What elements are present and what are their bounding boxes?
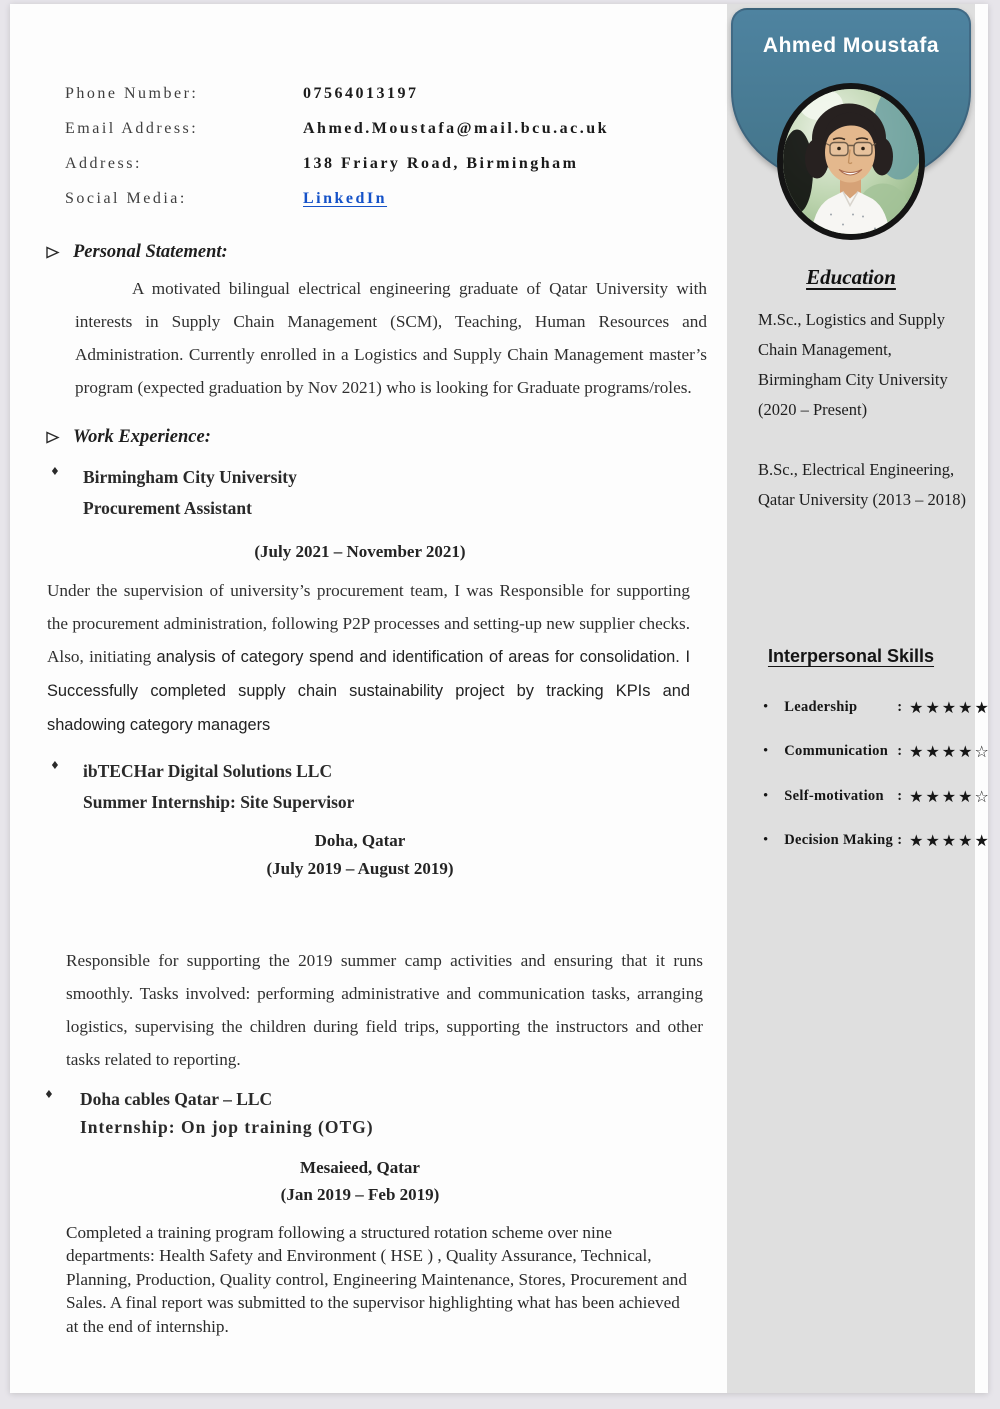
job-role: Internship: On jop training (OTG) [80,1117,374,1137]
social-media-label: Social Media: [65,190,187,207]
address-label: Address: [65,155,142,172]
portrait-photo [777,83,925,240]
phone-label: Phone Number: [65,85,199,102]
diamond-bullet-icon: ♦ [50,759,60,772]
job-dates: (Jan 2019 – Feb 2019) [280,1185,440,1204]
job-role: Summer Internship: Site Supervisor [83,792,355,812]
email-value: Ahmed.Moustafa@mail.bcu.ac.uk [303,120,610,137]
phone-value: 07564013197 [303,85,419,102]
contact-row-social [65,181,727,216]
job-location: Doha, Qatar [314,831,406,850]
personal-statement-title: Personal Statement: [73,242,228,262]
dot-bullet-icon: • [763,787,769,804]
skills-heading: Interpersonal Skills [767,646,935,666]
work-experience-heading [10,427,727,448]
skill-colon: : [897,787,903,804]
main-column [10,4,727,1338]
contact-section [10,4,727,216]
diamond-bullet-icon: ♦ [44,1088,54,1101]
company-name: ibTECHar Digital Solutions LLC [83,761,333,781]
skill-label: Decision Making [784,832,894,849]
education-item-bsc: B.Sc., Electrical Engineering, Qatar University (2013 – 2018) [758,460,967,509]
address-value: 138 Friary Road, Birmingham [303,155,579,172]
job-entry-ibtechar [10,756,727,818]
company-name: Doha cables Qatar – LLC [80,1089,273,1109]
dot-bullet-icon: • [763,698,769,715]
job-description-part-serif: Under the supervision of university’s procurement team, I was Responsible for supporting the procurement administration, following P2P processes and setting-up new supplier checks. Also, initiating [47,581,690,666]
skill-star-rating: ★★★★☆ [909,742,991,762]
job-description [47,574,690,742]
skill-colon: : [897,743,903,760]
skill-label: Communication [784,743,889,760]
diamond-bullet-icon: ♦ [50,465,60,478]
contact-row-email [65,111,727,146]
sidebar [727,4,991,1393]
email-label: Email Address: [65,120,199,137]
skills-list [727,685,991,863]
contact-row-phone [65,76,727,111]
skill-star-rating: ★★★★★ [909,831,991,851]
portrait-photo-illustration [783,89,919,234]
skill-row-self-motivation [727,774,991,819]
skill-row-communication [727,730,991,775]
education-heading: Education [806,265,896,289]
linkedin-link[interactable]: LinkedIn [303,190,388,207]
job-location: Mesaieed, Qatar [300,1158,420,1177]
job-description: Responsible for supporting the 2019 summer camp activities and ensuring that it runs smoothly. Tasks involved: performing administrative and communication tasks, arranging logistics, supervising the children during field trips, supporting the instructors and other tasks related to reporting. [66,951,703,1069]
dot-bullet-icon: • [763,743,769,760]
job-description-part-sans: analysis of category spend and identification of areas for consolidation. I Successfully completed supply chain sustainability project by tracking KPIs and shadowing category managers [47,648,691,734]
job-description: Completed a training program following a structured rotation scheme over nine departments: Health Safety and Environment ( HSE ) , Quality Assurance, Technical, Planning, Production, Quality control, Engineering Maintenance, Stores, Procurement and Sales. A final report was submitted to the supervisor highlighting what has been achieved at the end of internship. [66,1223,687,1336]
job-entry-doha-cables [10,1085,727,1141]
skill-row-decision-making [727,819,991,864]
job-entry-bcu [10,462,727,524]
personal-statement-heading [10,242,727,263]
resume-page [10,4,991,1393]
education-item-msc: M.Sc., Logistics and Supply Chain Management, Birmingham City University (2020 – Present) [758,310,948,419]
dot-bullet-icon: • [763,832,769,849]
skill-star-rating: ★★★★★ [909,697,991,717]
skill-star-rating: ★★★★☆ [909,786,991,806]
job-dates: (July 2021 – November 2021) [254,542,466,561]
arrow-bullet-icon [45,245,60,260]
candidate-name: Ahmed Moustafa [762,34,940,57]
job-dates: (July 2019 – August 2019) [266,859,454,878]
skill-colon: : [897,698,903,715]
work-experience-title: Work Experience: [73,427,211,447]
job-role: Procurement Assistant [83,498,252,518]
skill-row-leadership [727,685,991,730]
company-name: Birmingham City University [83,467,297,487]
contact-row-address [65,146,727,181]
personal-statement-text: A motivated bilingual electrical engineering graduate of Qatar University with interests in Supply Chain Management (SCM), Teaching, Human Resources and Administration. Currently enrolled in a Logistics and Supply Chain Management master’s program (expected graduation by Nov 2021) who is looking for Graduate programs/roles. [75,279,707,397]
skill-colon: : [897,832,903,849]
skill-label: Leadership [784,698,858,715]
arrow-bullet-icon [45,430,60,445]
skill-label: Self-motivation [784,787,884,804]
